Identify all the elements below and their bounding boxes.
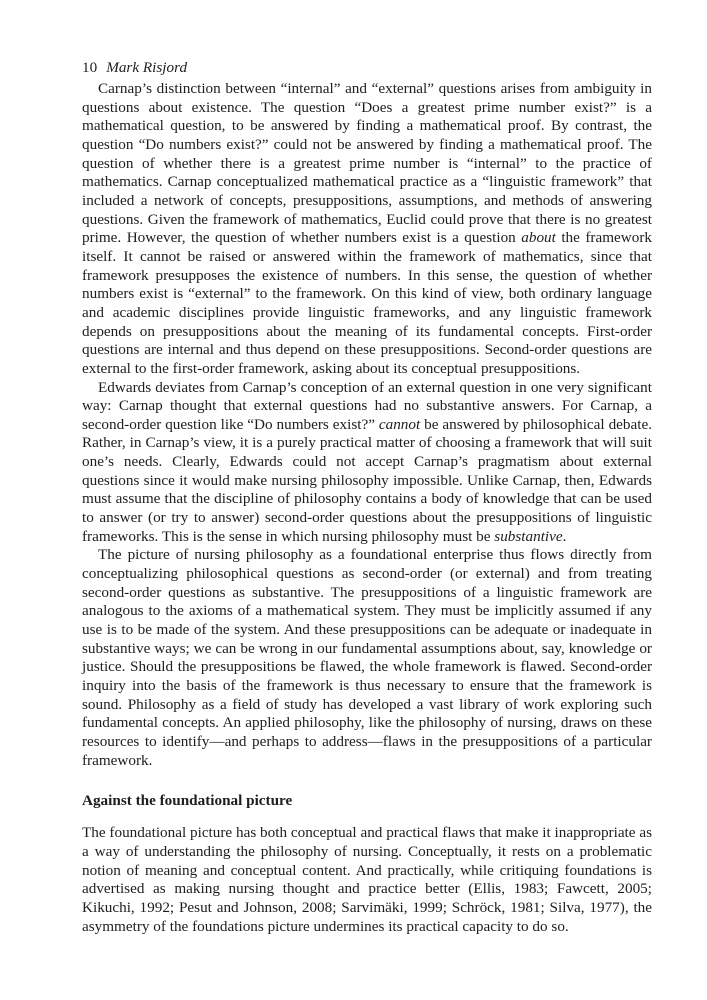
section-heading: Against the foundational picture <box>82 792 293 810</box>
paragraph-4: The foundational picture has both conceptual and practical flaws that make it inappropriate as a way of understanding the philosophy of nursing. Conceptually, it rests on a problematic notion of meaning and conceptual content. And practically, while critiquing foundations is advertised as making nursing thought and practice better (Ellis, 1983; Fawcett, 2005; Kikuchi, 1992; Pesut and Johnson, 2008; Sarvimäki, 1999; Schröck, 1981; Silva, 1977), the asymmetry of the foundations picture undermines its practical capacity to do so. <box>82 824 652 935</box>
page-number: 10 <box>82 59 98 76</box>
paragraph-1 <box>82 80 652 379</box>
body-text <box>82 80 652 936</box>
paragraph-2-emphasis: cannot <box>378 415 421 433</box>
paragraph-2 <box>82 379 652 547</box>
paragraph-2-text: Edwards deviates from Carnap’s conception of an external question in one very significant way: Carnap thought that external questions had no substantive answers. For Carnap, a second-order question like “Do numbers exist?” <box>82 378 652 433</box>
paragraph-2-text-end: . <box>562 527 567 545</box>
paragraph-3: The picture of nursing philosophy as a foundational enterprise thus flows directly from conceptualizing philosophical questions as second-order (or external) and from treating second-order questions as substantive. The presuppositions of a linguistic framework are analogous to the axioms of a mathematical system. They must be implicitly assumed if any use is to be made of the system. And these presuppositions can be adequate or inadequate in substantive ways; we can be wrong in our fundamental assumptions about, say, knowledge or justice. Should the presuppositions be flawed, the whole framework is flawed. Second-order inquiry into the basis of the framework is thus necessary to ensure that the framework is sound. Philosophy as a field of study has developed a vast library of work exploring such fundamental concepts. An applied philosophy, like the philosophy of nursing, draws on these resources to identify—and perhaps to address—flaws in the presuppositions of a particular framework. <box>82 546 652 769</box>
paragraph-2-text-cont: be answered by philosophical debate. Rather, in Carnap’s view, it is a purely practical matter of choosing a framework that will suit one’s needs. Clearly, Edwards could not accept Carnap’s pragmatism about external questions since it would make nursing philosophy impossible. Unlike Carnap, then, Edwards must assume that the discipline of philosophy contains a body of knowledge that can be used to answer (or try to answer) second-order questions about the presuppositions of linguistic frameworks. This is the sense in which nursing philosophy must be <box>82 415 652 545</box>
running-head-author: Mark Risjord <box>106 59 188 76</box>
paragraph-1-text-cont: the framework itself. It cannot be raised or answered within the framework of mathematics, since that framework presupposes the existence of numbers. In this sense, the question of whether numbers exist is “external” to the framework. On this kind of view, both ordinary language and academic disciplines provide linguistic frameworks, and any linguistic framework depends on presuppositions about the meaning of its fundamental concepts. First-order questions are internal and thus depend on these presuppositions. Second-order questions are external to the first-order framework, asking about its conceptual presuppositions. <box>82 229 652 377</box>
paragraph-2-emphasis-2: substantive <box>494 527 563 545</box>
paragraph-1-text: Carnap’s distinction between “internal” and “external” questions arises from ambiguity in questions about existence. The question “Does a greatest prime number exist?” is a mathematical question, to be answered by finding a mathematical proof. By contrast, the question “Do numbers exist?” could not be answered by finding a mathematical proof. The question of whether there is a greatest prime number is “internal” to the practice of mathematics. Carnap conceptualized mathematical practice as a “linguistic framework” that included a network of concepts, presuppositions, assumptions, and methods of answering questions. Given the framework of mathematics, Euclid could prove that there is no greatest prime. However, the question of whether numbers exist is a question <box>82 80 652 247</box>
running-head <box>82 58 652 78</box>
paragraph-1-emphasis: about <box>521 229 556 247</box>
